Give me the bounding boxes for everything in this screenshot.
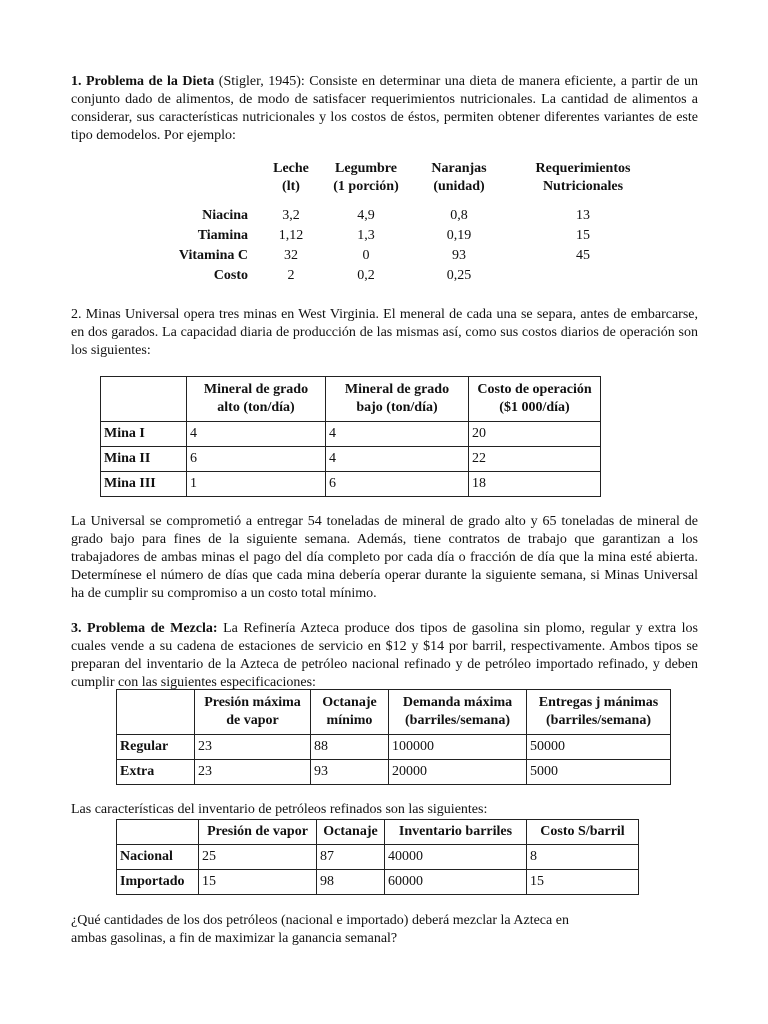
question-line-1: ¿Qué cantidades de los dos petróleos (nacional e importado) deberá mezclar la Azteca en bbox=[71, 913, 569, 928]
gas-header-row bbox=[117, 690, 671, 735]
gas-header-demanda: Demanda máxima (barriles/semana) bbox=[389, 690, 527, 735]
mines-table bbox=[100, 376, 601, 497]
table-cell: 3,2 bbox=[282, 208, 300, 223]
table-cell: 8 bbox=[527, 845, 639, 870]
table-cell: 1,12 bbox=[278, 228, 304, 243]
gas-header-entregas: Entregas j mánimas (barriles/semana) bbox=[527, 690, 671, 735]
oil-header-inventario: Inventario barriles bbox=[385, 820, 527, 845]
table-cell: 50000 bbox=[527, 735, 671, 760]
table-cell: 6 bbox=[187, 447, 326, 472]
table-cell: 2 bbox=[287, 268, 295, 283]
diet-header-corner bbox=[170, 160, 260, 206]
table-cell: 4 bbox=[326, 447, 469, 472]
table-row bbox=[170, 206, 658, 226]
row-label: Mina III bbox=[101, 472, 187, 497]
table-cell bbox=[508, 266, 658, 286]
table-cell: 15 bbox=[199, 870, 317, 895]
table-cell: 20 bbox=[469, 422, 601, 447]
table-row bbox=[117, 845, 639, 870]
table-cell: 0,25 bbox=[446, 268, 472, 283]
table-cell: 15 bbox=[527, 870, 639, 895]
table-row bbox=[101, 422, 601, 447]
table-cell: 5000 bbox=[527, 760, 671, 785]
mines-header-corner bbox=[101, 377, 187, 422]
table-row bbox=[117, 735, 671, 760]
diet-header-legumbre: Legumbre (1 porción) bbox=[333, 161, 399, 194]
paragraph-minas-universal: 2. Minas Universal opera tres minas en West Virginia. El meneral de cada una se separa, antes de embarcarse, en dos garados. La capacidad diaria de producción de las mismas así, como sus costos diarios de operación son los siguientes: bbox=[71, 307, 698, 358]
row-label: Niacina bbox=[202, 208, 248, 223]
oil-header-costo: Costo S/barril bbox=[527, 820, 639, 845]
table-cell: 0,8 bbox=[450, 208, 468, 223]
paragraph-mezcla-problem bbox=[71, 620, 698, 692]
table-cell: 0,2 bbox=[357, 268, 375, 283]
oil-inventory-table bbox=[116, 819, 639, 895]
table-cell: 23 bbox=[195, 735, 311, 760]
table-cell: 60000 bbox=[385, 870, 527, 895]
table-cell: 0 bbox=[362, 248, 370, 263]
paragraph-inventario: Las características del inventario de petróleos refinados son las siguientes: bbox=[71, 802, 488, 817]
table-cell: 23 bbox=[195, 760, 311, 785]
table-cell: 98 bbox=[317, 870, 385, 895]
diet-header-leche: Leche (lt) bbox=[273, 161, 309, 194]
diet-problem-title: 1. Problema de la Dieta bbox=[71, 74, 215, 89]
gas-header-corner bbox=[117, 690, 195, 735]
row-label: Costo bbox=[213, 268, 248, 283]
table-cell: 45 bbox=[576, 248, 590, 263]
diet-header-requerimientos: Requerimientos Nutricionales bbox=[535, 161, 631, 194]
oil-header-corner bbox=[117, 820, 199, 845]
table-cell: 20000 bbox=[389, 760, 527, 785]
table-cell: 32 bbox=[284, 248, 298, 263]
row-label: Extra bbox=[117, 760, 195, 785]
mines-header-row bbox=[101, 377, 601, 422]
table-cell: 25 bbox=[199, 845, 317, 870]
row-label: Nacional bbox=[117, 845, 199, 870]
question-line-2: ambas gasolinas, a fin de maximizar la ganancia semanal? bbox=[71, 931, 398, 946]
row-label: Importado bbox=[117, 870, 199, 895]
table-row bbox=[170, 266, 658, 286]
row-label: Vitamina C bbox=[178, 248, 248, 263]
table-cell: 100000 bbox=[389, 735, 527, 760]
table-cell: 0,19 bbox=[446, 228, 472, 243]
gas-header-octanaje: Octanaje mínimo bbox=[311, 690, 389, 735]
table-cell: 13 bbox=[576, 208, 590, 223]
diet-problem-text: (Stigler, 1945): Consiste en determinar una dieta de manera eficiente, a partir de un conjunto dado de alimentos, de modo de satisfacer requerimientos nutricionales. La cantidad de alimentos a considerar, sus características nutricionales y los costos de éstos, permiten obtener diferentes variantes de este tipo demodelos. Por ejemplo: bbox=[71, 74, 698, 143]
table-row bbox=[170, 246, 658, 266]
gas-header-presion: Presión máxima de vapor bbox=[195, 690, 311, 735]
table-cell: 88 bbox=[311, 735, 389, 760]
mines-header-alto: Mineral de grado alto (ton/día) bbox=[187, 377, 326, 422]
oil-header-octanaje: Octanaje bbox=[317, 820, 385, 845]
row-label: Mina I bbox=[101, 422, 187, 447]
table-row bbox=[101, 472, 601, 497]
mezcla-problem-text: La Refinería Azteca produce dos tipos de gasolina sin plomo, regular y extra los cuales vende a su cadena de estaciones de servicio en $12 y $14 por barril, respectivamente. Ambos tipos se preparan del inventario de la Azteca de petróleo nacional refinado y de petróleo importado refinado, y deben cumplir con las siguientes especificaciones: bbox=[71, 621, 698, 690]
table-row bbox=[117, 870, 639, 895]
table-cell: 6 bbox=[326, 472, 469, 497]
paragraph-pregunta bbox=[71, 912, 698, 948]
mezcla-problem-title: 3. Problema de Mezcla: bbox=[71, 621, 218, 636]
diet-header-naranjas: Naranjas (unidad) bbox=[431, 161, 487, 194]
table-cell: 1,3 bbox=[357, 228, 375, 243]
table-cell: 1 bbox=[187, 472, 326, 497]
row-label: Tiamina bbox=[197, 228, 248, 243]
table-cell: 40000 bbox=[385, 845, 527, 870]
mines-header-costo: Costo de operación ($1 000/día) bbox=[469, 377, 601, 422]
table-cell: 18 bbox=[469, 472, 601, 497]
table-cell: 4,9 bbox=[357, 208, 375, 223]
oil-header-row bbox=[117, 820, 639, 845]
table-row bbox=[170, 226, 658, 246]
row-label: Mina II bbox=[101, 447, 187, 472]
diet-table bbox=[170, 160, 658, 286]
oil-header-presion: Presión de vapor bbox=[199, 820, 317, 845]
table-row bbox=[101, 447, 601, 472]
paragraph-diet-problem bbox=[71, 73, 698, 145]
gasoline-spec-table bbox=[116, 689, 671, 785]
table-cell: 4 bbox=[187, 422, 326, 447]
row-label: Regular bbox=[117, 735, 195, 760]
table-cell: 15 bbox=[576, 228, 590, 243]
table-cell: 87 bbox=[317, 845, 385, 870]
table-cell: 93 bbox=[311, 760, 389, 785]
table-row bbox=[117, 760, 671, 785]
table-cell: 4 bbox=[326, 422, 469, 447]
mines-header-bajo: Mineral de grado bajo (ton/día) bbox=[326, 377, 469, 422]
table-cell: 22 bbox=[469, 447, 601, 472]
paragraph-compromiso: La Universal se comprometió a entregar 54 toneladas de mineral de grado alto y 65 toneladas de mineral de grado bajo para fines de la siguiente semana. Además, tiene contratos de trabajo que garantizan a los trabajadores de ambas minas el pago del día completo por cada día o fracción de día que la mina esté abierta. Determínese el número de días que cada mina debería operar durante la siguiente semana, si Minas Universal ha de cumplir su compromiso a un costo total mínimo. bbox=[71, 514, 698, 601]
diet-header-row bbox=[170, 160, 658, 206]
table-cell: 93 bbox=[452, 248, 466, 263]
